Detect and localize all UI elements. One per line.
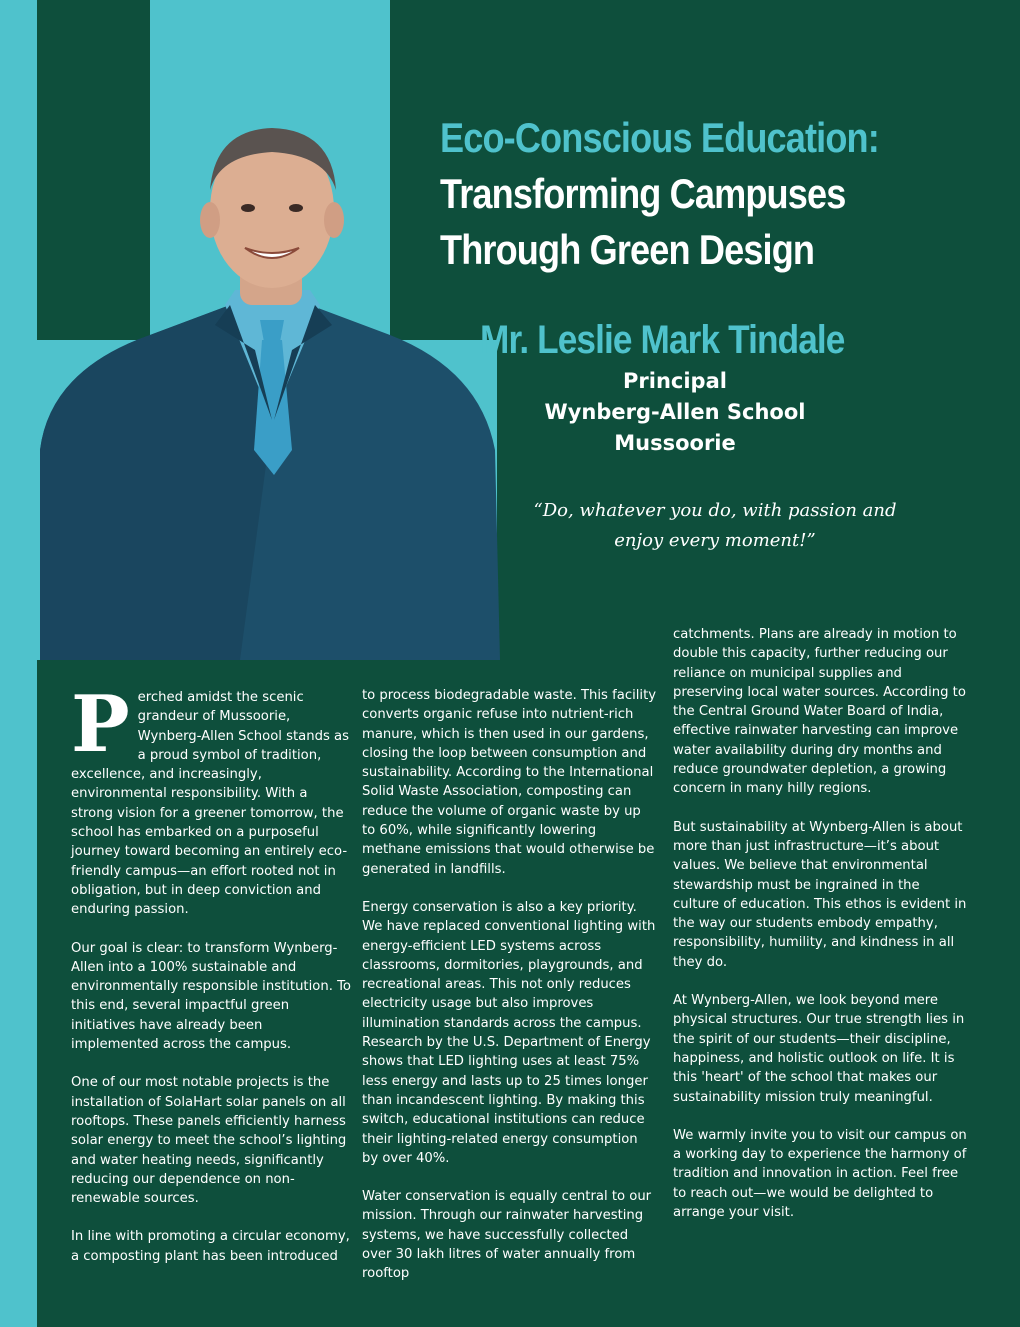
- paragraph: Our goal is clear: to transform Wynberg-Allen into a 100% sustainable and environmentally responsible institution. To this end, several impactful green initiatives have already been implemented across the campus.: [71, 940, 351, 1053]
- paragraph: Water conservation is equally central to our mission. Through our rainwater harvesting systems, we have successfully collected over 30 lakh litres of water annually from rooftop: [362, 1189, 652, 1282]
- person-name: Mr. Leslie Mark Tindale: [480, 318, 845, 362]
- paragraph: Energy conservation is also a key priority. We have replaced conventional lighting with energy-efficient LED systems across classrooms, dormitories, playgrounds, and recreational areas. This not only reduces electricity usage but also improves illumination standards across the campus. Research by the U.S. Department of Energy shows that LED lighting uses at least 75% less energy and lasts up to 25 times longer than incandescent lighting. By making this switch, educational institutions can reduce their lighting-related energy consumption by over 40%.: [362, 899, 656, 1166]
- school-location: Mussoorie: [614, 431, 736, 455]
- article-title: [440, 110, 922, 278]
- paragraph: One of our most notable projects is the installation of SolaHart solar panels on all rooftops. These panels efficiently harness solar energy to meet the school’s lighting and water heating needs, significantly reducing our dependence on non-renewable sources.: [71, 1075, 347, 1207]
- drop-cap: P: [71, 679, 130, 770]
- paragraph: In line with promoting a circular economy, a composting plant has been introduced: [71, 1229, 350, 1264]
- title-line-1: Eco-Conscious Education:: [440, 114, 879, 161]
- paragraph: catchments. Plans are already in motion to double this capacity, further reducing our reliance on municipal supplies and preserving local water sources. According to the Central Ground Water Board of India, effective rainwater harvesting can improve water availability during dry months and reduce groundwater depletion, a growing concern in many hilly regions.: [673, 627, 966, 797]
- principal-quote: [520, 496, 910, 556]
- article-column-1: [71, 679, 353, 1285]
- role-block: [470, 366, 880, 459]
- left-accent-strip: [0, 0, 37, 1327]
- paragraph-text: erched amidst the scenic grandeur of Mussoorie, Wynberg-Allen School stands as a proud symbol of tradition, excellence, and increasingly, environmental responsibility. With a strong vision for a greener tomorrow, the school has embarked on a purposeful journey toward becoming an entirely eco-friendly campus—an effort rooted not in obligation, but in deep conviction and enduring passion.: [71, 690, 349, 918]
- quote-line-2: enjoy every moment!”: [614, 530, 816, 551]
- principal-portrait: [40, 120, 500, 660]
- school-name: Wynberg-Allen School: [544, 400, 806, 424]
- paragraph: But sustainability at Wynberg-Allen is about more than just infrastructure—it’s about values. We believe that environmental stewardship must be ingrained in the culture of education. This ethos is evident in the way our students embody empathy, responsibility, humility, and kindness in all they do.: [673, 819, 967, 970]
- paragraph: At Wynberg-Allen, we look beyond mere physical structures. Our true strength lies in the spirit of our students—their discipline, happiness, and holistic outlook on life. It is this 'heart' of the school that makes our sustainability mission truly meaningful.: [673, 993, 965, 1105]
- article-column-3: [673, 625, 969, 1241]
- quote-line-1: “Do, whatever you do, with passion and: [533, 500, 897, 521]
- paragraph: [71, 679, 353, 920]
- paragraph: We warmly invite you to visit our campus on a working day to experience the harmony of tradition and innovation in action. Feel free to reach out—we would be delighted to arrange your visit.: [673, 1127, 967, 1221]
- title-line-3: Through Green Design: [440, 226, 815, 273]
- paragraph: to process biodegradable waste. This facility converts organic refuse into nutrient-rich manure, which is then used in our gardens, closing the loop between consumption and sustainability. According to the International Solid Waste Association, composting can reduce the volume of organic waste by up to 60%, while significantly lowering methane emissions that would otherwise be generated in landfills.: [362, 688, 657, 877]
- article-column-2: [362, 686, 658, 1303]
- role-title: Principal: [623, 369, 727, 393]
- title-line-2: Transforming Campuses: [440, 170, 846, 217]
